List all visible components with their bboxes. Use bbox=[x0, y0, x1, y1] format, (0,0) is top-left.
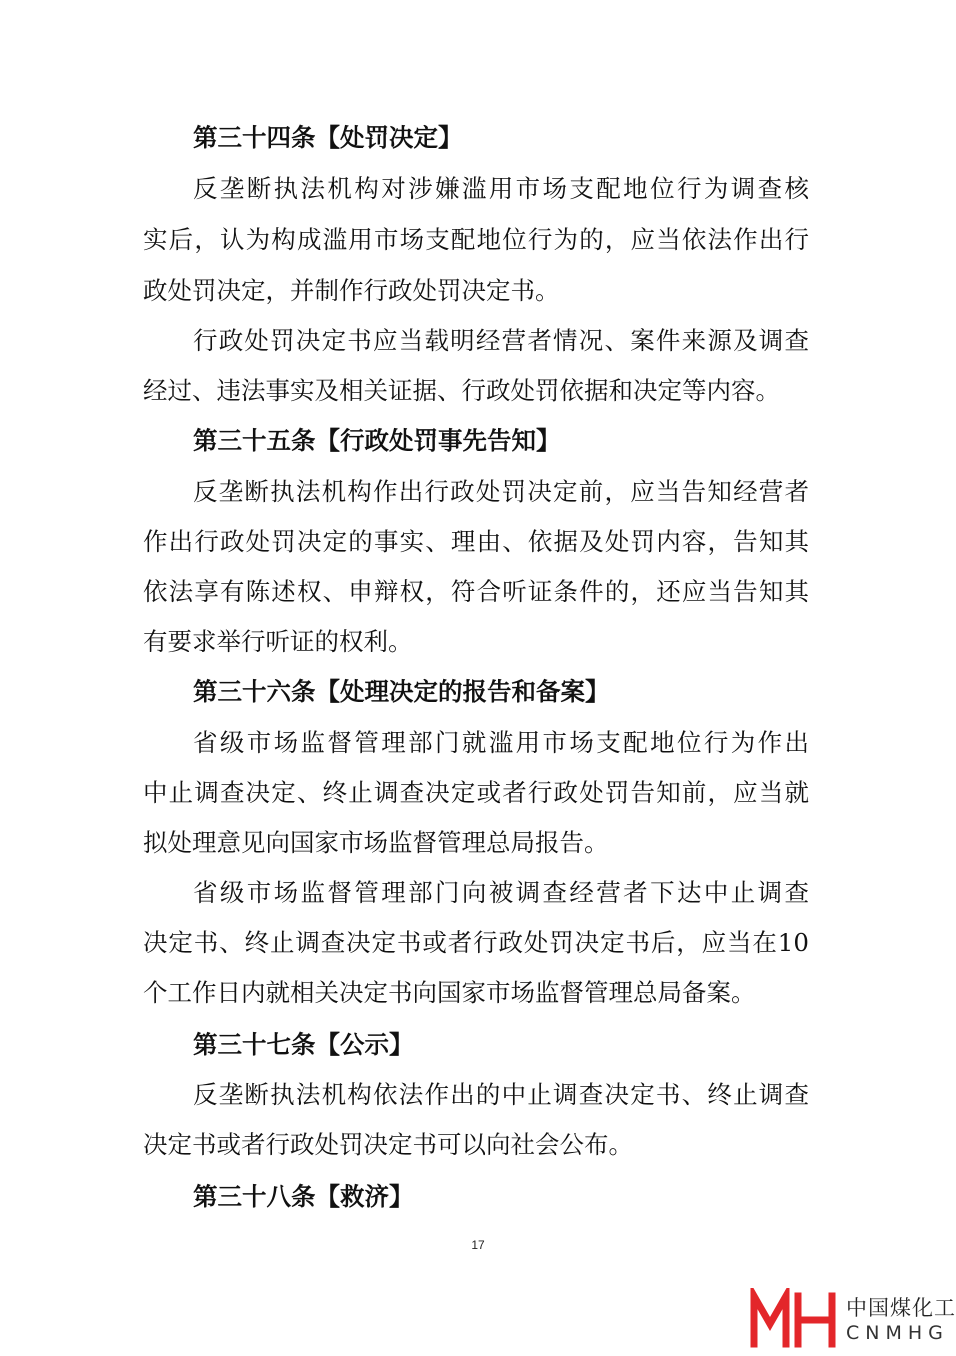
text-line: 作出行政处罚决定的事实、理由、依据及处罚内容，告知其 bbox=[143, 527, 809, 556]
page-number: 17 bbox=[471, 1238, 485, 1252]
watermark-en-text: CNMHG bbox=[846, 1322, 949, 1344]
text-line: 政处罚决定，并制作行政处罚决定书。 bbox=[143, 276, 560, 305]
text-line: 实后，认为构成滥用市场支配地位行为的，应当依法作出行 bbox=[143, 225, 809, 254]
text-line: 依法享有陈述权、申辩权，符合听证条件的，还应当告知其 bbox=[143, 577, 809, 606]
text-line: 决定书、终止调查决定书或者行政处罚决定书后，应当在10 bbox=[143, 928, 809, 957]
text-line: 省级市场监督管理部门向被调查经营者下达中止调查 bbox=[193, 878, 809, 907]
logo-mark-icon bbox=[748, 1288, 840, 1348]
article-heading: 第三十五条【行政处罚事先告知】 bbox=[193, 426, 561, 455]
article-heading: 第三十六条【处理决定的报告和备案】 bbox=[193, 677, 610, 706]
article-heading: 第三十四条【处罚决定】 bbox=[193, 123, 463, 152]
text-line: 有要求举行听证的权利。 bbox=[143, 627, 413, 656]
watermark-cn-text: 中国煤化工 bbox=[846, 1296, 956, 1320]
watermark-logo bbox=[748, 1288, 956, 1352]
text-line: 反垄断执法机构作出行政处罚决定前，应当告知经营者 bbox=[193, 477, 809, 506]
text-line: 反垄断执法机构对涉嫌滥用市场支配地位行为调查核 bbox=[193, 174, 809, 203]
text-line: 经过、违法事实及相关证据、行政处罚依据和决定等内容。 bbox=[143, 376, 780, 405]
text-line: 反垄断执法机构依法作出的中止调查决定书、终止调查 bbox=[193, 1080, 809, 1109]
text-line: 行政处罚决定书应当载明经营者情况、案件来源及调查 bbox=[193, 326, 809, 355]
text-line: 拟处理意见向国家市场监督管理总局报告。 bbox=[143, 828, 609, 857]
article-heading: 第三十七条【公示】 bbox=[193, 1030, 414, 1059]
text-line: 省级市场监督管理部门就滥用市场支配地位行为作出 bbox=[193, 728, 809, 757]
text-line: 中止调查决定、终止调查决定或者行政处罚告知前，应当就 bbox=[143, 778, 809, 807]
text-line: 决定书或者行政处罚决定书可以向社会公布。 bbox=[143, 1130, 633, 1159]
article-heading: 第三十八条【救济】 bbox=[193, 1182, 414, 1211]
text-line: 个工作日内就相关决定书向国家市场监督管理总局备案。 bbox=[143, 978, 756, 1007]
